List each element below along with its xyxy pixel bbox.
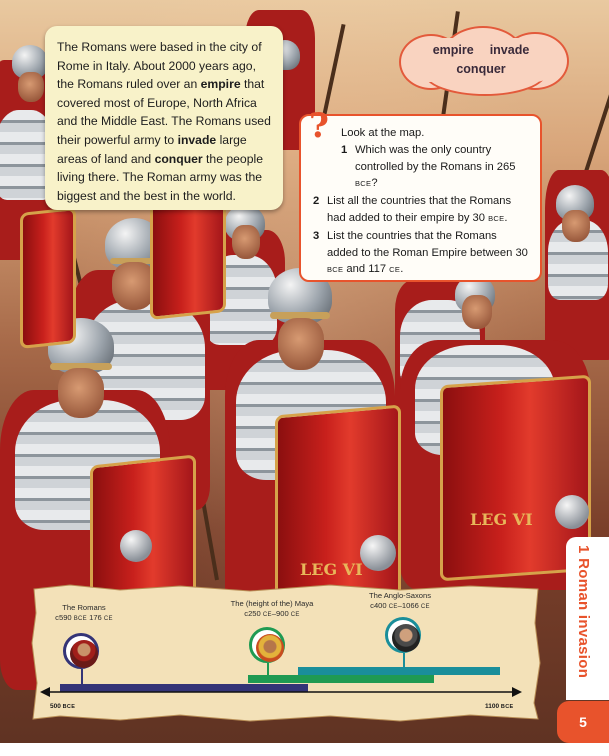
cloud-word-conquer: conquer (456, 62, 506, 76)
saxons-range-start: c400 (370, 601, 389, 610)
keyword-conquer: conquer (154, 151, 203, 166)
cloud-word-empire: empire (432, 43, 474, 57)
timeline (30, 583, 542, 723)
saxons-title: The Anglo-Saxons (368, 591, 432, 600)
romans-range-end: 176 (87, 613, 104, 622)
romans-era-start: BCE (73, 616, 87, 622)
intro-text-1: The Romans were based in the city of Rome in Italy. About 2000 years ago, the Romans ruled over an (57, 40, 262, 92)
saxons-range-end: –1066 (397, 601, 421, 610)
era-label: BCE (488, 213, 505, 223)
era-label: CE (389, 265, 401, 275)
intro-text-box (45, 26, 283, 210)
saxons-era-end: CE (420, 604, 430, 610)
keyword-invade: invade (177, 132, 217, 147)
question-text-end: . (504, 211, 508, 224)
era-label: BCE (355, 179, 372, 189)
timeline-start-year: 500 (50, 703, 63, 710)
question-2 (313, 193, 530, 228)
maya-era-end: CE (290, 612, 300, 618)
question-text: List all the countries that the Romans had added to their empire by 30 (327, 195, 512, 224)
maya-title: The (height of the) Maya (230, 599, 314, 608)
timeline-axis (30, 583, 542, 723)
intro-text-2: that covered most of Europe, North Africa and the Middle East. The Romans used their powerful army to (57, 77, 271, 147)
question-number: 2 (313, 195, 320, 208)
question-number: 1 (341, 143, 348, 156)
maya-range-start: c250 (244, 609, 263, 618)
question-text-end: . (400, 263, 404, 276)
keyword-cloud (393, 26, 569, 94)
timeline-start (50, 703, 75, 710)
keyword-empire: empire (200, 77, 241, 92)
question-text-end: ? (371, 177, 378, 190)
intro-text-3: large areas of land and (57, 132, 247, 166)
chapter-title: 1 Roman invasion (575, 545, 592, 679)
question-3 (313, 228, 530, 279)
romans-era-end: CE (103, 616, 113, 622)
roman-soldiers-photo: LEG VI LEG VI (0, 0, 609, 756)
era-label: BCE (327, 265, 344, 275)
question-box (299, 106, 542, 282)
cloud-word-invade: invade (489, 43, 530, 57)
question-text: List the countries that the Romans added to the Roman Empire between 30 (327, 229, 528, 259)
timeline-end (485, 703, 513, 710)
question-text: Which was the only country controlled by the Romans in 265 (355, 143, 516, 173)
chapter-side-tab (566, 537, 609, 700)
romans-title: The Romans (62, 603, 106, 612)
maya-range-end: –900 (271, 609, 291, 618)
question-number: 3 (313, 229, 320, 242)
page-number: 5 (557, 701, 609, 743)
saxons-era-start: CE (388, 604, 398, 610)
intro-text-4: the people living there. The Roman army was the biggest and the best in the world. (57, 151, 263, 203)
question-intro: Look at the map. (341, 127, 425, 139)
timeline-end-era: BCE (500, 704, 514, 710)
romans-range-start: c590 (55, 613, 74, 622)
timeline-end-year: 1100 (485, 703, 501, 710)
question-text-mid: and 117 (343, 263, 390, 276)
question-1 (341, 142, 530, 193)
timeline-start-era: BCE (62, 704, 76, 710)
page-footer-margin (0, 743, 609, 756)
question-mark-icon: ? (309, 106, 329, 146)
maya-era-start: CE (262, 612, 272, 618)
